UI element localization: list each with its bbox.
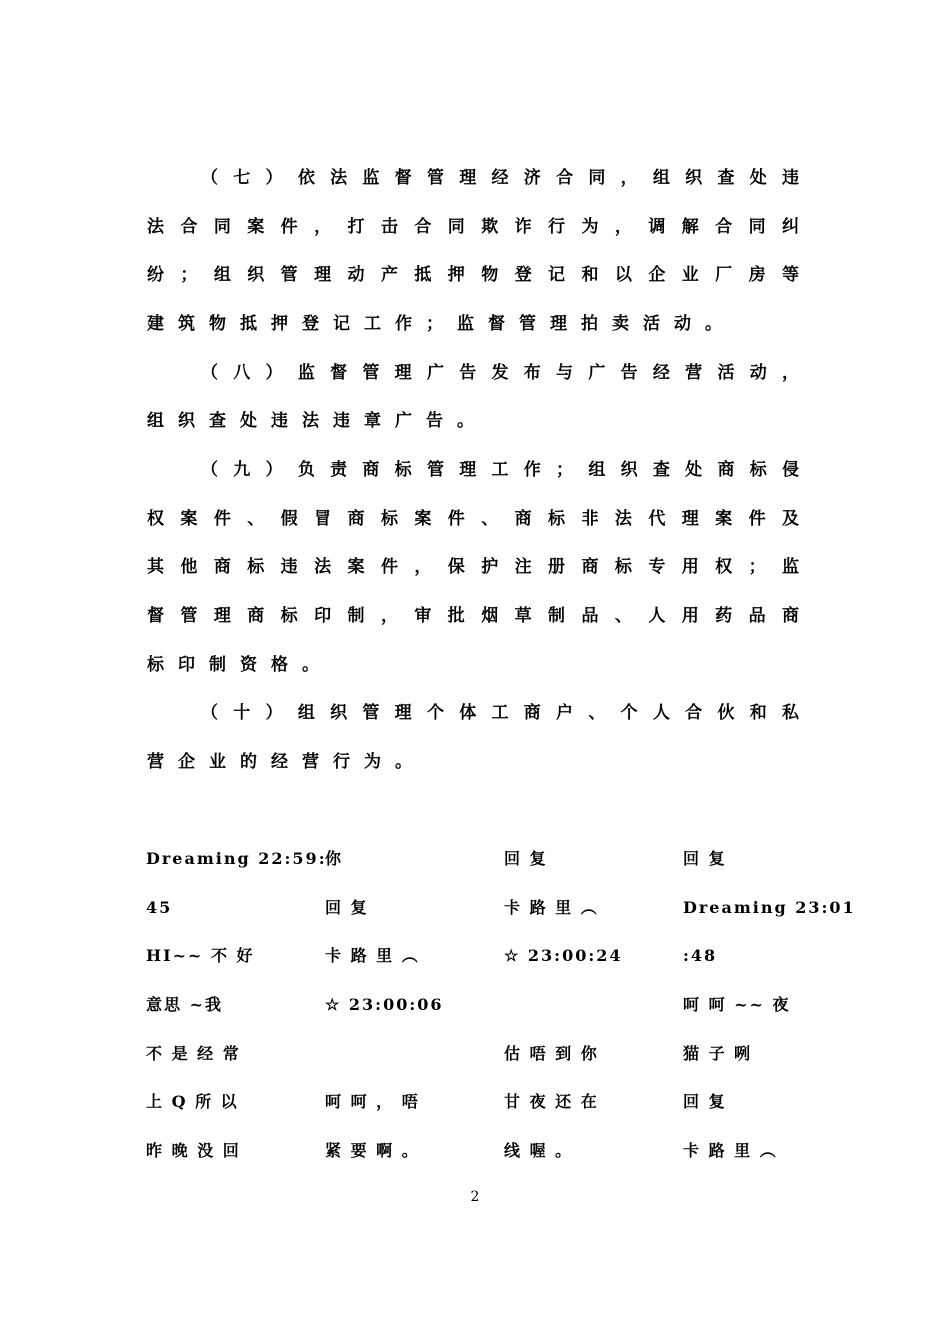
chat-cell: 昨 晚 没 回 <box>146 1141 241 1160</box>
chat-cell: 估 唔 到 你 <box>504 1044 599 1063</box>
paragraph-line: 营企业的经营行为。 <box>147 752 426 772</box>
chat-cell: 呵 呵 ~~ 夜 <box>683 995 791 1014</box>
paragraph-line: 其他商标违法案件，保护注册商标专用权；监 <box>147 557 799 577</box>
paragraph-line: 督管理商标印制，审批烟草制品、人用药品商 <box>147 606 799 626</box>
chat-cell: 卡 路 里 ︵ <box>325 946 420 965</box>
chat-cell: 回 复 <box>504 849 548 868</box>
paragraph-line: 纷；组织管理动产抵押物登记和以企业厂房等 <box>147 265 799 285</box>
paragraph-line: （九）负责商标管理工作；组织查处商标侵 <box>201 460 799 480</box>
chat-cell: ☆ 23:00:24 <box>504 946 623 965</box>
chat-cell: 线 喔 。 <box>504 1141 574 1160</box>
chat-cell: 你 <box>325 849 344 868</box>
chat-cell: HI~~ 不 好 <box>146 946 255 965</box>
paragraph-line: （七）依法监督管理经济合同，组织查处违 <box>201 168 799 188</box>
chat-cell: 回 复 <box>683 1092 727 1111</box>
chat-cell: 不 是 经 常 <box>146 1044 241 1063</box>
chat-cell: :48 <box>683 946 718 965</box>
paragraph-line: 组织查处违法违章广告。 <box>147 411 488 431</box>
paragraph-line: 法合同案件，打击合同欺诈行为，调解合同纠 <box>147 217 799 237</box>
chat-cell: 猫 子 咧 <box>683 1044 753 1063</box>
page-number: 2 <box>470 1189 480 1205</box>
chat-cell: 回 复 <box>325 898 369 917</box>
chat-cell: 意思 ~我 <box>146 995 223 1014</box>
paragraph-line: （八）监督管理广告发布与广告经营活动， <box>201 363 799 383</box>
chat-cell: 回 复 <box>683 849 727 868</box>
chat-cell: 45 <box>146 898 173 917</box>
chat-cell: 上 Q 所 以 <box>146 1092 239 1111</box>
chat-cell: 卡 路 里 ︵ <box>683 1141 778 1160</box>
paragraph-line: 建筑物抵押登记工作；监督管理拍卖活动。 <box>147 314 736 334</box>
chat-cell: 卡 路 里 ︵ <box>504 898 599 917</box>
chat-cell: ☆ 23:00:06 <box>325 995 444 1014</box>
chat-cell: 呵 呵 ， 唔 <box>325 1092 420 1111</box>
paragraph-line: 标印制资格。 <box>147 655 333 675</box>
chat-cell: Dreaming 23:01 <box>683 898 856 917</box>
paragraph-line: 权案件、假冒商标案件、商标非法代理案件及 <box>147 509 799 529</box>
paragraph-line: （十）组织管理个体工商户、个人合伙和私 <box>201 703 799 723</box>
chat-cell: Dreaming 22:59: <box>146 849 327 868</box>
chat-cell: 紧 要 啊 。 <box>325 1141 420 1160</box>
chat-cell: 甘 夜 还 在 <box>504 1092 599 1111</box>
